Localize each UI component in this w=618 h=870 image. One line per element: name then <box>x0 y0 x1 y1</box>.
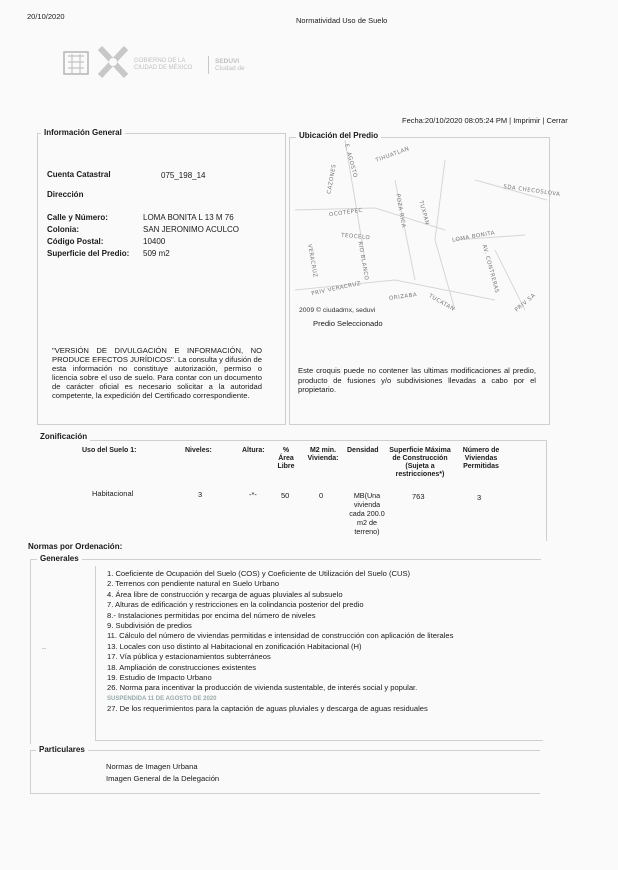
street-label: PRIV SA <box>514 292 538 314</box>
print-link[interactable]: Imprimir <box>513 116 541 125</box>
fecha-text: Fecha:20/10/2020 08:05:24 PM <box>402 116 508 125</box>
norma-item: 7. Alturas de edificación y restricciones en la colindancia posterior del predio <box>107 600 364 610</box>
col-superficie-max: Superficie Máxima de Construcción (Sujeta a restricciones*) <box>389 447 451 478</box>
street-label: LOMA BONITA <box>451 230 496 244</box>
cell-num-viviendas: 3 <box>477 493 482 502</box>
street-label: TUXPAN <box>417 200 430 226</box>
location-map[interactable] <box>295 140 561 316</box>
norma-item: 9. Subdivisión de predios <box>107 621 192 631</box>
suspended-note: SUSPENDIDA 11 DE AGOSTO DE 2020 <box>107 695 217 702</box>
cuenta-catastral-value: 075_198_14 <box>161 171 206 180</box>
street-label: TEOCELO <box>340 232 371 242</box>
cell-altura: -*- <box>249 490 257 499</box>
norma-item: 8.- Instalaciones permitidas por encima del número de niveles <box>107 610 316 620</box>
logo-divider <box>208 56 209 74</box>
calle-label: Calle y Número: <box>47 213 108 222</box>
col-niveles: Niveles: <box>185 447 212 454</box>
particulares-title: Particulares <box>36 745 88 754</box>
superficie-label: Superficie del Predio: <box>47 249 130 258</box>
col-altura: Altura: <box>242 447 265 454</box>
colonia-value: SAN JERONIMO ACULCO <box>143 225 240 234</box>
norma-item: 26. Norma para incentivar la producción de vivienda sustentable, de interés social y popular. <box>107 683 418 693</box>
separator: | <box>542 116 545 125</box>
street-label: CAZONES <box>326 163 338 195</box>
map-legend: Predio Seleccionado <box>313 319 383 328</box>
cell-m2-min: 0 <box>319 491 324 500</box>
cell-densidad: MB(Una vivienda cada 200.0 m2 de terreno) <box>349 491 385 536</box>
government-logo-text: GOBIERNO DE LA CIUDAD DE MÉXICO <box>134 58 193 71</box>
col-num-viviendas: Número de Viviendas Permitidas <box>462 447 500 470</box>
zonificacion-title: Zonificación <box>37 432 90 441</box>
street-label: TIHUATLAN <box>375 146 411 164</box>
norma-item: 13. Locales con uso distinto al Habitacional en zonificación Habitacional (H) <box>107 641 362 651</box>
toolbar <box>402 116 568 125</box>
cdmx-logo-icon <box>96 44 130 80</box>
map-note: Este croquis puede no contener las ultimas modificaciones al predio, producto de fusiones y/o subdivisiones llevadas a cabo por el propietario. <box>298 366 536 395</box>
map-credit: 2009 © ciudadmx, seduvi <box>299 307 376 314</box>
calle-value: LOMA BONITA L 13 M 76 <box>143 213 234 222</box>
cell-area-libre: 50 <box>281 491 290 500</box>
col-area-libre: % Área Libre <box>277 447 295 470</box>
coat-of-arms-icon <box>62 50 90 76</box>
street-label: OCOTEPEC <box>328 207 364 219</box>
col-densidad: Densidad <box>347 447 379 454</box>
close-link[interactable]: Cerrar <box>546 116 568 125</box>
norma-item: 2. Terrenos con pendiente natural en Suelo Urbano <box>107 579 280 589</box>
norma-item: 4. Área libre de construcción y recarga de aguas pluviales al subsuelo <box>107 589 343 599</box>
generales-list <box>107 569 453 714</box>
codigo-postal-label: Código Postal: <box>47 237 104 246</box>
norma-item: 19. Estudio de Impacto Urbano <box>107 673 212 683</box>
generales-title: Generales <box>37 554 82 563</box>
particular-item: Imagen General de la Delegación <box>106 774 220 783</box>
normas-title: Normas por Ordenación: <box>28 542 123 551</box>
street-label: E. AGOSTO <box>343 143 358 179</box>
cell-superficie-max: 763 <box>412 492 425 501</box>
seduvi-logo-text: SEDUVI Ciudad de <box>215 58 245 72</box>
norma-item: 11. Cálculo del número de viviendas permitidas e intensidad de construcción con aplicación de literales <box>107 631 454 641</box>
norma-item: 17. Vía pública y estacionamientos subterráneos <box>107 652 271 662</box>
street-label: SDA CHECOSLOVA <box>502 184 561 198</box>
colonia-label: Colonia: <box>47 225 79 234</box>
separator: | <box>509 116 512 125</box>
cuenta-catastral-label: Cuenta Catastral <box>47 170 111 179</box>
particulares-list <box>106 761 219 785</box>
norma-item: 18. Ampliación de construcciones existentes <box>107 662 257 672</box>
col-uso: Uso del Suelo 1: <box>82 447 137 454</box>
col-m2-min: M2 min. Vivienda: <box>307 447 339 462</box>
print-date: 20/10/2020 <box>27 12 65 21</box>
bullet-marker: .. <box>42 642 47 651</box>
page-title: Normatividad Uso de Suelo <box>296 16 388 25</box>
street-label: VERACRUZ <box>306 243 318 279</box>
codigo-postal-value: 10400 <box>143 237 166 246</box>
particular-item: Normas de Imagen Urbana <box>106 762 198 771</box>
street-label: PRIV VERACRUZ <box>310 280 362 298</box>
norma-item: 1. Coeficiente de Ocupación del Suelo (COS) y Coeficiente de Utilización del Suelo (CUS) <box>107 569 411 578</box>
ubicacion-title: Ubicación del Predio <box>296 131 381 140</box>
cell-niveles: 3 <box>198 490 203 499</box>
norma-item: 27. De los requerimientos para la captación de aguas pluviales y descarga de aguas residuales <box>107 703 428 713</box>
street-label: RIO BLANCO <box>356 241 370 281</box>
info-general-title: Información General <box>41 128 125 137</box>
street-label: AV. CONTRERAS <box>480 243 500 295</box>
street-label: POZA RICA <box>394 193 407 229</box>
direccion-label: Dirección <box>47 190 84 199</box>
street-label: ORIZABA <box>388 292 418 302</box>
cell-uso: Habitacional <box>92 489 134 498</box>
superficie-value: 509 m2 <box>143 249 170 258</box>
street-label: TUCATAN <box>427 293 456 313</box>
disclaimer-text: "VERSIÓN DE DIVULGACIÓN E INFORMACIÓN, NO PRODUCE EFECTOS JURÍDICOS". La consulta y difusión de esta información no constituye autorización, permiso o licencia sobre el uso de suelo. Para contar con un documento de carácter oficial es necesario solicitar a la autoridad competente, la expedición del Certificado correspondiente. <box>52 346 262 400</box>
